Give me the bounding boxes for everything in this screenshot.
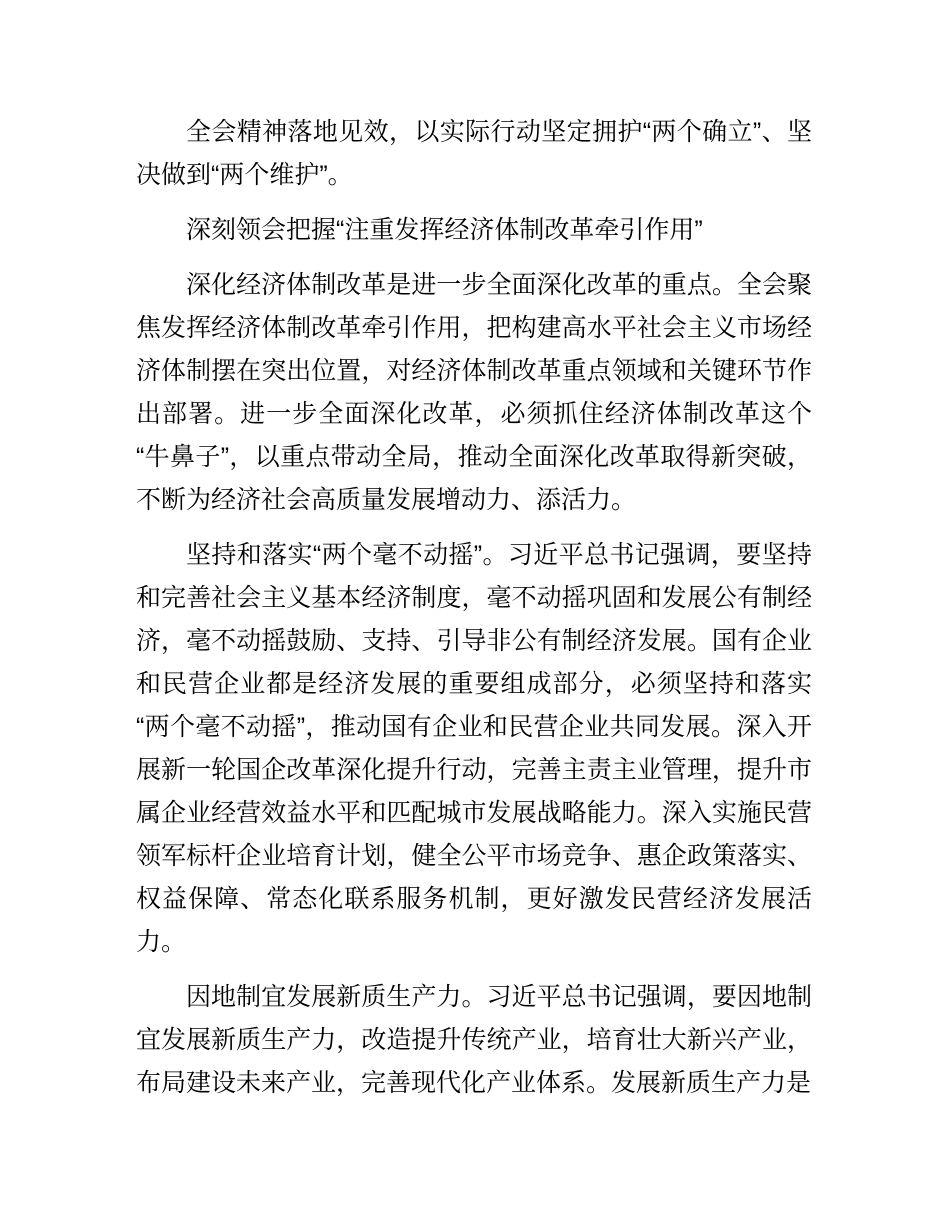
document-page <box>136 0 812 1105</box>
paragraph-deepen-economic-reform: 深化经济体制改革是进一步全面深化改革的重点。全会聚焦发挥经济体制改革牵引作用，把构建高水平社会主义市场经济体制摆在突出位置，对经济体制改革重点领域和关键环节作出部署。进一步全面深化改革，必须抓住经济体制改革这个“牛鼻子”，以重点带动全局，推动全面深化改革取得新突破，不断为经济社会高质量发展增动力、添活力。 <box>136 271 812 514</box>
paragraph-two-unwaverings: 坚持和落实“两个毫不动摇”。习近平总书记强调，要坚持和完善社会主义基本经济制度，毫不动摇巩固和发展公有制经济，毫不动摇鼓励、支持、引导非公有制经济发展。国有企业和民营企业都是经济发展的重要组成部分，必须坚持和落实“两个毫不动摇”，推动国有企业和民营企业共同发展。深入开展新一轮国企改革深化提升行动，完善主责主业管理，提升市属企业经营效益水平和匹配城市发展战略能力。深入实施民营领军标杆企业培育计划，健全公平市场竞争、惠企政策落实、权益保障、常态化联系服务机制，更好激发民营经济发展活力。 <box>136 541 812 956</box>
paragraph-lead-continuation: 全会精神落地见效，以实际行动坚定拥护“两个确立”、坚决做到“两个维护”。 <box>136 118 812 189</box>
paragraph-new-productive-forces: 因地制宜发展新质生产力。习近平总书记强调，要因地制宜发展新质生产力，改造提升传统产业，培育壮大新兴产业，布局建设未来产业，完善现代化产业体系。发展新质生产力是 <box>136 983 812 1097</box>
subheading-economic-reform: 深刻领会把握“注重发挥经济体制改革牵引作用” <box>186 216 703 244</box>
